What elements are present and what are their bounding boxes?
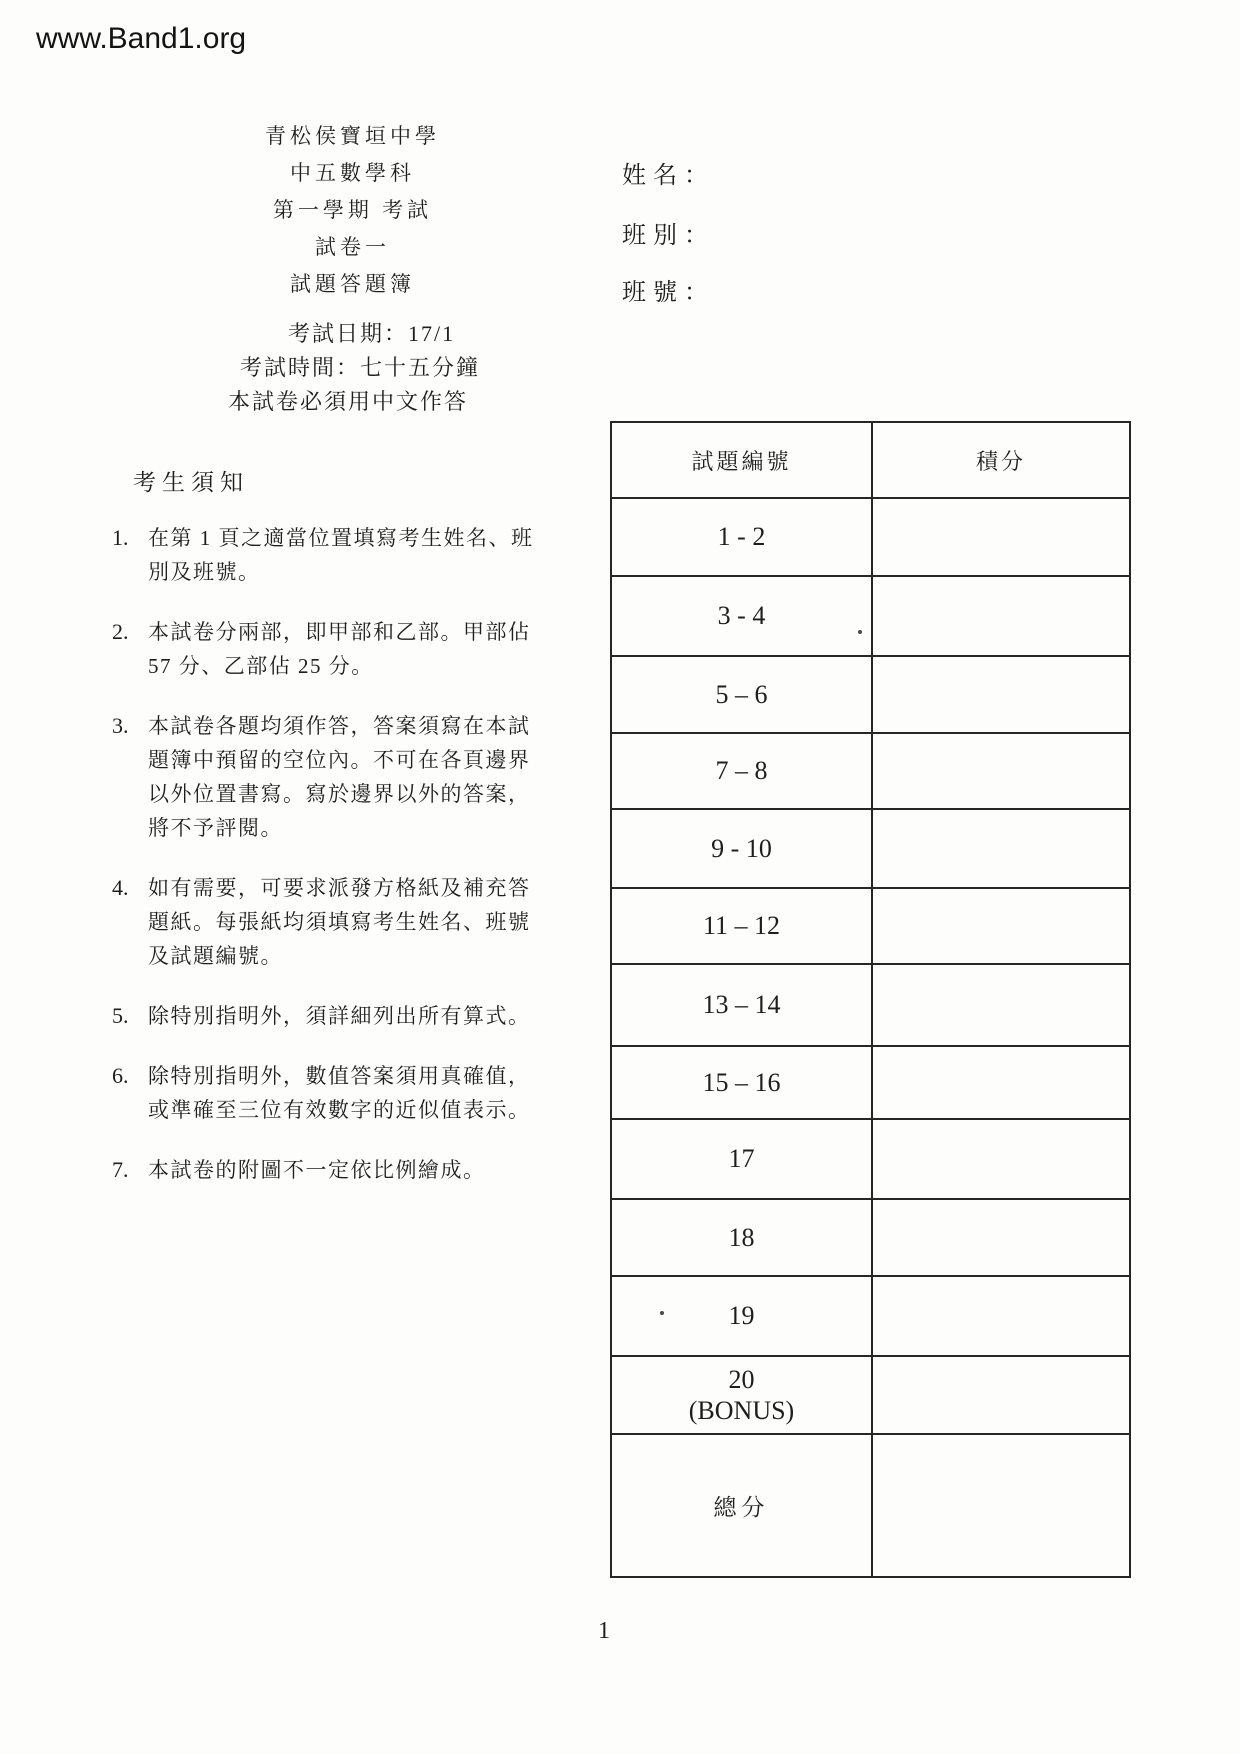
table-row	[612, 889, 1129, 965]
score-cell	[873, 889, 1129, 963]
question-range: 19	[612, 1277, 873, 1355]
term-title: 第一學期 考試	[272, 198, 433, 222]
instruction-number: 3.	[112, 713, 129, 738]
instruction-number: 6.	[112, 1063, 129, 1088]
score-cell	[873, 810, 1129, 887]
instruction-number: 4.	[112, 875, 129, 900]
question-range: 5 – 6	[612, 657, 873, 732]
instructions-list	[112, 521, 586, 1213]
instruction-item	[112, 1153, 586, 1187]
table-row	[612, 499, 1129, 577]
score-cell	[873, 499, 1129, 575]
instruction-item	[112, 615, 586, 683]
instructions-title: 考生須知	[133, 470, 249, 495]
instruction-text: 本試卷的附圖不一定依比例繪成。	[148, 1158, 486, 1182]
instruction-text: 在第 1 頁之適當位置填寫考生姓名、班 別及班號。	[148, 526, 534, 584]
score-cell	[873, 657, 1129, 732]
question-range: 3 - 4	[612, 577, 873, 655]
score-cell	[873, 1277, 1129, 1355]
school-name: 青松侯寶垣中學	[265, 124, 440, 148]
language-note: 本試卷必須用中文作答	[228, 389, 469, 414]
table-row	[612, 810, 1129, 889]
score-cell	[873, 1120, 1129, 1198]
question-range: 17	[612, 1120, 873, 1198]
scan-speck	[858, 630, 862, 634]
instruction-number: 2.	[112, 619, 129, 644]
instruction-item	[112, 999, 586, 1033]
instruction-item	[112, 521, 586, 589]
class-field-label: 班別：	[622, 223, 715, 249]
instruction-number: 5.	[112, 1003, 129, 1028]
instruction-text: 本試卷各題均須作答，答案須寫在本試 題簿中預留的空位內。不可在各頁邊界 以外位置書寫。寫於邊界以外的答案， 將不予評閱。	[148, 714, 531, 840]
subject-title: 中五數學科	[290, 161, 415, 185]
exam-title-block	[180, 118, 525, 303]
name-field-label: 姓名：	[622, 163, 715, 189]
question-range: 20 (BONUS)	[612, 1357, 873, 1433]
watermark-url: www.Band1.org	[36, 22, 247, 55]
score-cell	[873, 965, 1129, 1045]
table-row	[612, 734, 1129, 810]
table-row-total	[612, 1435, 1129, 1576]
score-cell	[873, 577, 1129, 655]
table-row	[612, 1120, 1129, 1200]
score-cell	[873, 1357, 1129, 1433]
marks-table	[610, 421, 1131, 1578]
question-range: 1 - 2	[612, 499, 873, 575]
question-range: 11 – 12	[612, 889, 873, 963]
table-row	[612, 577, 1129, 657]
paper-number: 試卷一	[315, 235, 390, 259]
exam-date: 考試日期：17/1	[288, 321, 456, 346]
score-cell	[873, 734, 1129, 808]
scan-speck	[660, 1311, 664, 1315]
table-row-bonus	[612, 1357, 1129, 1435]
question-range: 7 – 8	[612, 734, 873, 808]
table-row	[612, 1277, 1129, 1357]
score-cell	[873, 1435, 1129, 1576]
table-row	[612, 657, 1129, 734]
class-number-field-label: 班號：	[622, 280, 715, 306]
instruction-item	[112, 871, 586, 973]
booklet-title: 試題答題簿	[290, 272, 415, 296]
question-number-header: 試題編號	[612, 423, 873, 497]
instruction-text: 除特別指明外，數值答案須用真確值， 或準確至三位有效數字的近似值表示。	[148, 1064, 531, 1122]
instruction-number: 1.	[112, 525, 129, 550]
question-range: 18	[612, 1200, 873, 1275]
marks-table-header-row	[612, 423, 1129, 499]
instruction-item	[112, 709, 586, 845]
total-marks-label: 總分	[612, 1435, 873, 1576]
table-row	[612, 1047, 1129, 1120]
exam-duration: 考試時間：七十五分鐘	[240, 355, 481, 380]
score-cell	[873, 1200, 1129, 1275]
score-cell	[873, 1047, 1129, 1118]
instruction-text: 如有需要，可要求派發方格紙及補充答 題紙。每張紙均須填寫考生姓名、班號 及試題編號。	[148, 876, 531, 968]
table-row	[612, 1200, 1129, 1277]
question-range: 15 – 16	[612, 1047, 873, 1118]
question-range: 9 - 10	[612, 810, 873, 887]
instruction-item	[112, 1059, 586, 1127]
page-number: 1	[598, 1618, 610, 1644]
instruction-text: 除特別指明外，須詳細列出所有算式。	[148, 1004, 531, 1028]
instruction-number: 7.	[112, 1157, 129, 1182]
marks-header: 積分	[975, 448, 1026, 474]
table-row	[612, 965, 1129, 1047]
question-range: 13 – 14	[612, 965, 873, 1045]
instruction-text: 本試卷分兩部，即甲部和乙部。甲部佔 57 分、乙部佔 25 分。	[148, 620, 531, 678]
